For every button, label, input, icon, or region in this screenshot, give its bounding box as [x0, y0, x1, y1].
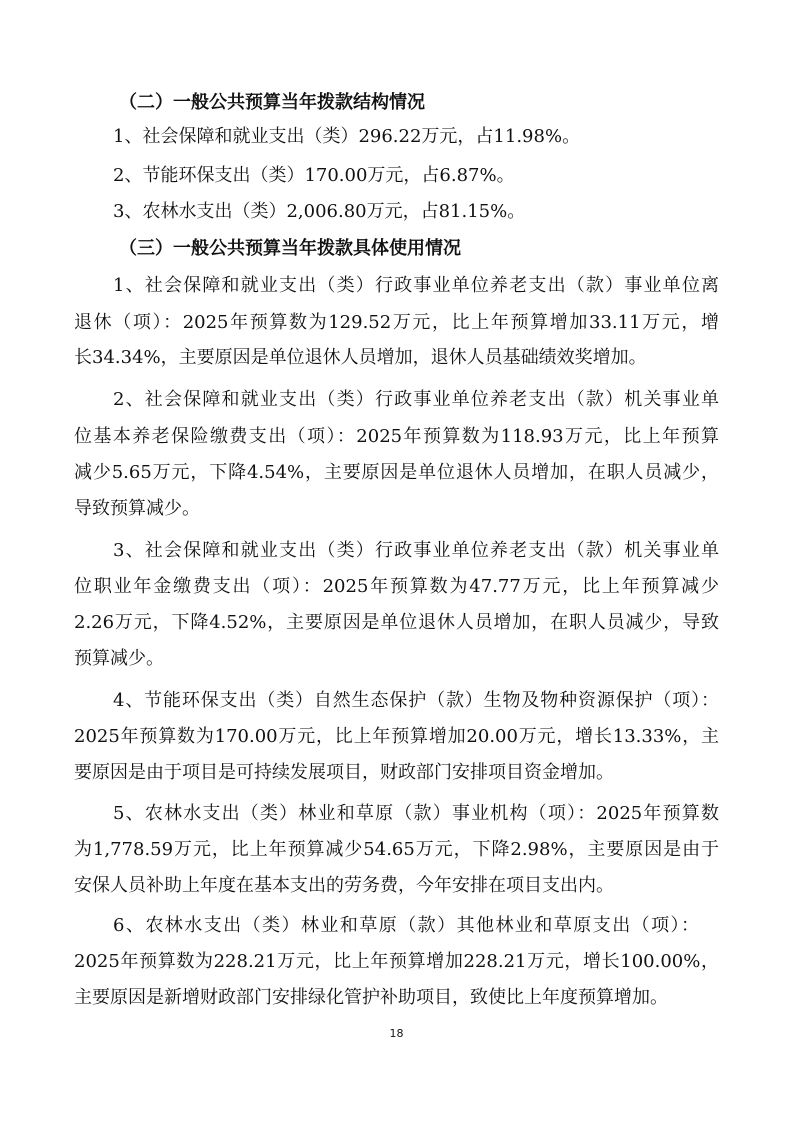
page-number: 18 [389, 1027, 404, 1040]
usage-paragraph-1-line-2: 退休（项）：2025年预算数为129.52万元，比上年预算增加33.11万元，增 [74, 312, 719, 333]
usage-paragraph-4-line-1: 4、节能环保支出（类）自然生态保护（款）生物及物种资源保护（项）： [113, 690, 719, 711]
usage-paragraph-5-line-1: 5、农林水支出（类）林业和草原（款）事业机构（项）：2025年预算数 [113, 803, 719, 824]
usage-paragraph-5-line-3: 安保人员补助上年度在基本支出的劳务费，今年安排在项目支出内。 [74, 875, 614, 896]
structure-item-agriculture-water: 3、农林水支出（类）2,006.80万元，占81.15%。 [113, 201, 526, 222]
usage-paragraph-2-line-2: 位基本养老保险缴费支出（项）：2025年预算数为118.93万元，比上年预算 [74, 426, 719, 447]
section-heading-usage: （三）一般公共预算当年拨款具体使用情况 [119, 238, 461, 259]
usage-paragraph-4-line-3: 要原因是由于项目是可持续发展项目，财政部门安排项目资金增加。 [74, 762, 614, 783]
usage-paragraph-1-line-3: 长34.34%，主要原因是单位退休人员增加，退休人员基础绩效奖增加。 [74, 347, 647, 368]
structure-item-social-security: 1、社会保障和就业支出（类）296.22万元，占11.98%。 [113, 126, 581, 147]
usage-paragraph-5-line-2: 为1,778.59万元，比上年预算减少54.65万元，下降2.98%，主要原因是由于 [74, 839, 719, 860]
usage-paragraph-3-line-3: 2.26万元，下降4.52%，主要原因是单位退休人员增加，在职人员减少，导致 [74, 612, 719, 633]
usage-paragraph-2-line-3: 减少5.65万元，下降4.54%，主要原因是单位退休人员增加，在职人员减少， [74, 462, 719, 483]
section-heading-structure: （二）一般公共预算当年拨款结构情况 [119, 92, 425, 113]
usage-paragraph-2-line-1: 2、社会保障和就业支出（类）行政事业单位养老支出（款）机关事业单 [113, 389, 719, 410]
usage-paragraph-2-line-4: 导致预算减少。 [74, 498, 200, 519]
usage-paragraph-6-line-1: 6、农林水支出（类）林业和草原（款）其他林业和草原支出（项）： [113, 915, 699, 936]
usage-paragraph-1-line-1: 1、社会保障和就业支出（类）行政事业单位养老支出（款）事业单位离 [113, 275, 719, 296]
structure-item-energy-environment: 2、节能环保支出（类）170.00万元，占6.87%。 [113, 165, 515, 186]
usage-paragraph-3-line-2: 位职业年金缴费支出（项）：2025年预算数为47.77万元，比上年预算减少 [74, 576, 719, 597]
usage-paragraph-3-line-1: 3、社会保障和就业支出（类）行政事业单位养老支出（款）机关事业单 [113, 540, 719, 561]
usage-paragraph-6-line-2: 2025年预算数为228.21万元，比上年预算增加228.21万元，增长100.00%， [74, 951, 719, 972]
usage-paragraph-4-line-2: 2025年预算数为170.00万元，比上年预算增加20.00万元，增长13.33%，主 [74, 726, 719, 747]
usage-paragraph-3-line-4: 预算减少。 [74, 648, 164, 669]
usage-paragraph-6-line-3: 主要原因是新增财政部门安排绿化管护补助项目，致使比上年度预算增加。 [74, 987, 668, 1008]
